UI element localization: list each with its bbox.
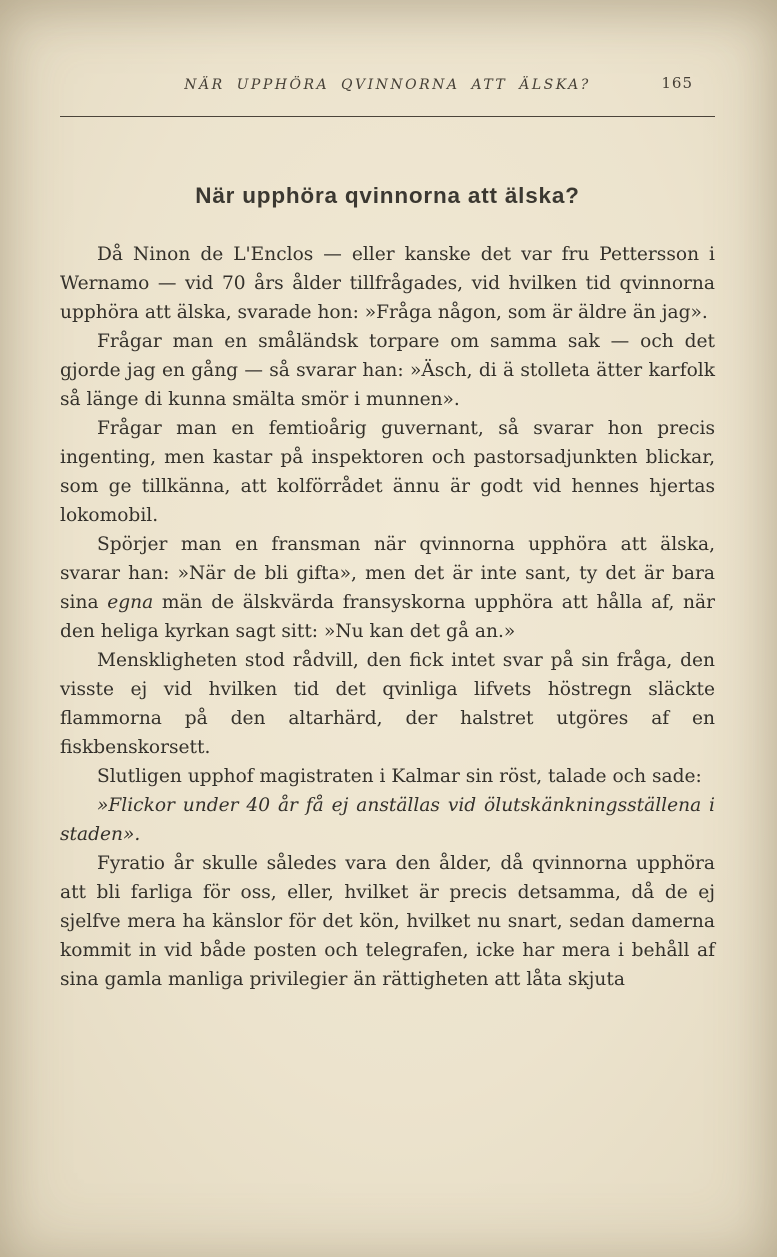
running-header bbox=[60, 74, 715, 94]
paragraph-8: Fyratio år skulle således vara den ålder, då qvinnorna upphöra att bli farliga för oss, eller, hvilket är precis detsamma, då de ej sjelfve mera ha känslor för det kön, hvilket nu snart, sedan damerna kommit in vid både posten och telegrafen, icke har mera i behåll af sina gamla manliga privilegier än rättigheten att låta skjuta bbox=[60, 853, 715, 990]
paragraph-4-emphasis: egna bbox=[107, 592, 154, 613]
paragraph-1: Då Ninon de L'Enclos — eller kanske det var fru Pettersson i Wernamo — vid 70 års ålder tillfrågades, vid hvilken tid qvinnorna upphöra att älska, svarade hon: »Fråga någon, som är äldre än jag». bbox=[60, 244, 715, 323]
running-title: NÄR UPPHÖRA QVINNORNA ATT ÄLSKA? bbox=[184, 77, 591, 93]
body-text bbox=[60, 240, 715, 994]
paragraph-7-quote: »Flickor under 40 år få ej anställas vid ölutskänkningsställena i staden». bbox=[60, 795, 715, 845]
paragraph-5: Menskligheten stod rådvill, den fick intet svar på sin fråga, den visste ej vid hvilken tid det qvinliga lifvets höstregn släckte flammorna på den altarhärd, der halstret utgöres af en fiskbenskorsett. bbox=[60, 650, 715, 758]
paragraph-4-text-a: Spörjer man en fransman när qvinnorna upphöra att älska, svarar han: »När de bli gifta», men det är inte sant, ty det är bara sina bbox=[60, 534, 715, 613]
header-rule bbox=[60, 116, 715, 117]
page-number: 165 bbox=[661, 74, 693, 92]
paragraph-4 bbox=[60, 530, 715, 646]
paragraph-4-text-b: män de älskvärda fransyskorna upphöra att hålla af, när den heliga kyrkan sagt sitt: »Nu kan det gå an.» bbox=[60, 592, 715, 642]
chapter-title: När upphöra qvinnorna att älska? bbox=[195, 183, 580, 208]
paragraph-3: Frågar man en femtioårig guvernant, så svarar hon precis ingenting, men kastar på inspektoren och pastorsadjunkten blickar, som ge tillkänna, att kolförrådet ännu är godt vid hennes hjertas lokomobil. bbox=[60, 418, 715, 526]
paragraph-6: Slutligen upphof magistraten i Kalmar sin röst, talade och sade: bbox=[97, 766, 702, 787]
paragraph-2: Frågar man en småländsk torpare om samma sak — och det gjorde jag en gång — så svarar han: »Äsch, di ä stolleta ätter karfolk så länge di kunna smälta smör i munnen». bbox=[60, 331, 715, 410]
